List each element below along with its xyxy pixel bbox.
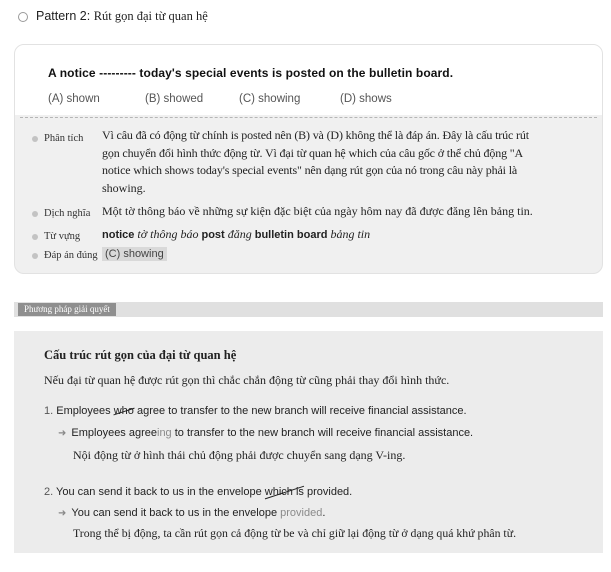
pattern-title bbox=[36, 9, 208, 24]
explanation-line: notice which shows today's special events" nên dạng rút gọn của nó trong câu này phải là bbox=[102, 163, 518, 177]
method-intro: Nếu đại từ quan hệ được rút gọn thì chắc chắn động từ cũng phải thay đổi hình thức. bbox=[44, 373, 450, 387]
vocabulary-label: Từ vựng bbox=[44, 231, 81, 242]
dot-icon bbox=[32, 253, 38, 259]
explanation-label-row bbox=[32, 133, 83, 144]
dot-icon bbox=[32, 211, 38, 217]
reduced-text: . bbox=[322, 507, 326, 519]
example-number: 1. bbox=[44, 405, 54, 417]
vocab-word: notice bbox=[102, 229, 135, 241]
example-text: provided. bbox=[303, 486, 353, 498]
answer-label: Đáp án đúng bbox=[44, 250, 98, 261]
example-number: 2. bbox=[44, 486, 54, 498]
option-a[interactable]: (A) shown bbox=[48, 93, 100, 105]
explanation-line: showing. bbox=[102, 180, 146, 195]
explanation-line: gọn chuyển đổi hình thức động từ. Vì đại từ quan hệ which của câu gốc ở thể chủ động "A bbox=[102, 145, 524, 160]
vocab-meaning: bảng tin bbox=[330, 227, 371, 241]
arrow-right-icon: ➜ bbox=[58, 508, 67, 519]
explanation-label: Phân tích bbox=[44, 133, 84, 144]
struck-word: who bbox=[113, 405, 134, 417]
example-2-reduced bbox=[58, 507, 325, 519]
correct-answer-badge: (C) showing bbox=[102, 247, 167, 261]
vocab-meaning: tờ thông báo bbox=[137, 227, 199, 241]
vocabulary-list bbox=[102, 226, 370, 245]
vocab-meaning: đăng bbox=[227, 227, 252, 241]
highlight-text: provided bbox=[280, 507, 323, 519]
option-c[interactable]: (C) showing bbox=[239, 93, 301, 105]
example-1-note: Nội động từ ở hình thái chủ động phải được chuyển sang dạng V-ing. bbox=[73, 448, 406, 462]
example-text: agree to transfer to the new branch will receive financial assistance. bbox=[133, 405, 467, 417]
question-sentence: A notice --------- today's special events is posted on the bulletin board. bbox=[48, 66, 454, 80]
method-title: Cấu trúc rút gọn của đại từ quan hệ bbox=[44, 348, 237, 362]
example-1 bbox=[44, 405, 467, 417]
explanation-line: Vì câu đã có động từ chính is posted nên (B) và (D) không thể là đáp án. Đây là cấu trúc rút bbox=[102, 128, 529, 142]
answer-label-row bbox=[32, 250, 98, 261]
circle-bullet-icon bbox=[18, 12, 28, 22]
pattern-label: Pattern 2: bbox=[36, 9, 94, 23]
method-tag: Phương pháp giải quyết bbox=[18, 303, 116, 316]
question-card-header bbox=[15, 45, 602, 115]
translation-label-row bbox=[32, 208, 90, 219]
reduced-text: to transfer to the new branch will receive financial assistance. bbox=[171, 427, 474, 439]
dot-icon bbox=[32, 234, 38, 240]
example-2-note: Trong thể bị động, ta cần rút gọn cả động từ be và chỉ giữ lại động từ ở dạng quá khứ phân từ. bbox=[73, 526, 517, 540]
pattern-title-vi: Rút gọn đại từ quan hệ bbox=[93, 9, 208, 23]
option-b[interactable]: (B) showed bbox=[145, 93, 204, 105]
example-1-reduced bbox=[58, 427, 473, 439]
translation-label: Dịch nghĩa bbox=[44, 208, 91, 219]
translation-text: Một tờ thông báo về những sự kiện đặc biệt của ngày hôm nay đã được đăng lên bảng tin. bbox=[102, 204, 533, 218]
arrow-right-icon: ➜ bbox=[58, 428, 67, 439]
example-2 bbox=[44, 486, 352, 498]
vocab-word: bulletin board bbox=[254, 229, 328, 241]
explanation-text bbox=[102, 127, 592, 197]
reduced-text: Employees agree bbox=[71, 427, 157, 439]
answer-row bbox=[102, 245, 167, 264]
method-box bbox=[14, 331, 603, 553]
vocab-word: post bbox=[201, 229, 225, 241]
vocabulary-label-row bbox=[32, 231, 80, 242]
divider bbox=[20, 117, 597, 118]
option-d[interactable]: (D) shows bbox=[340, 93, 392, 105]
dot-icon bbox=[32, 136, 38, 142]
struck-word: which is bbox=[264, 486, 304, 498]
highlight-text: ing bbox=[157, 427, 172, 439]
pattern-heading bbox=[18, 9, 208, 24]
example-text: Employees bbox=[56, 405, 114, 417]
example-text: You can send it back to us in the envelope bbox=[56, 486, 265, 498]
reduced-text: You can send it back to us in the envelope bbox=[71, 507, 281, 519]
